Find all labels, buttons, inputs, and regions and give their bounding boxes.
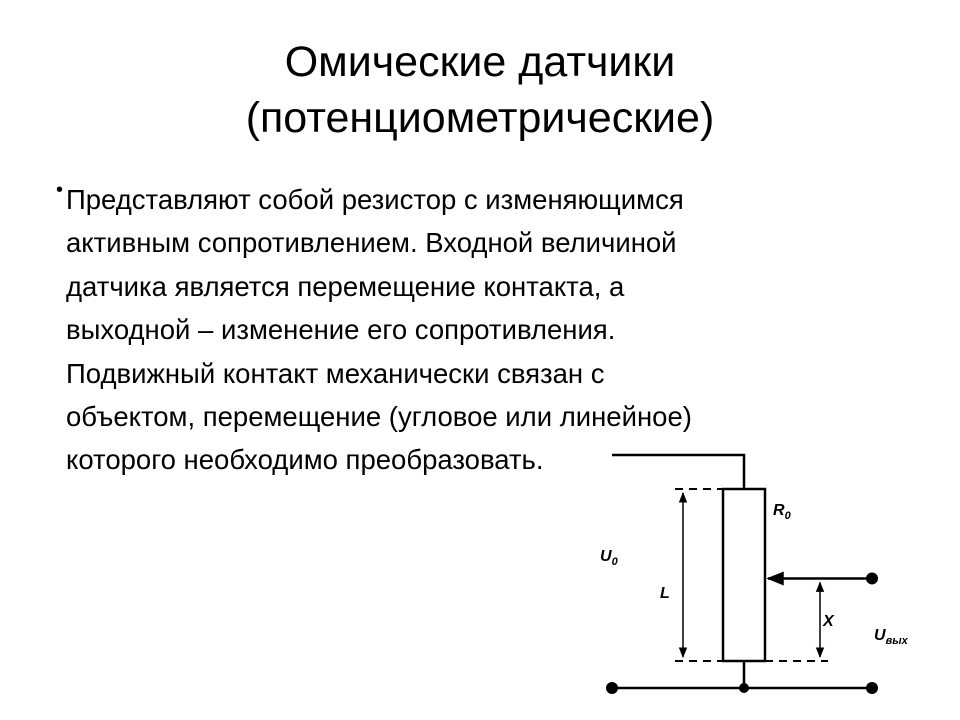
- label-r0-sub: 0: [784, 510, 791, 522]
- slide-title: [0, 34, 960, 146]
- label-u0-sub: 0: [611, 556, 618, 568]
- label-u0: [600, 548, 619, 568]
- title-line-1: Омические датчики: [284, 38, 676, 86]
- label-u0-main: U: [600, 548, 612, 565]
- label-r0-main: R: [773, 502, 785, 519]
- bullet-item: [56, 178, 856, 482]
- title-line-2: (потенциометрические): [245, 94, 715, 142]
- top-wire: [612, 455, 744, 489]
- junction-bottom: [739, 683, 749, 693]
- bullet-text-line-7: которого необходимо преобразовать.: [66, 444, 544, 476]
- terminal-wiper: [866, 572, 878, 584]
- bullet-text-line-6: объектом, перемещение (угловое или линейное): [66, 401, 692, 433]
- bullet-text: [66, 178, 856, 482]
- label-uout: [874, 627, 909, 647]
- bullet-marker: •: [56, 179, 64, 201]
- terminal-bottom-right: [866, 682, 878, 694]
- label-x: X: [823, 613, 834, 630]
- bullet-text-line-5: Подвижный контакт механически связан с: [66, 357, 605, 389]
- potentiometer-circuit-diagram: [580, 440, 940, 720]
- bullet-text-line-1: Представляют собой резистор с изменяющимся: [66, 184, 684, 215]
- label-uout-sub: вых: [885, 635, 908, 647]
- bullet-text-line-2: активным сопротивлением. Входной величиной: [66, 227, 677, 259]
- bullet-text-line-4: выходной – изменение его сопротивления.: [66, 314, 616, 346]
- label-uout-main: U: [874, 627, 886, 644]
- resistor-body: [723, 489, 765, 661]
- bullet-text-line-3: датчика является перемещение контакта, а: [66, 270, 625, 302]
- terminal-bottom-left: [606, 682, 618, 694]
- slide-body: [56, 178, 856, 482]
- label-l: L: [660, 585, 670, 602]
- label-r0: [773, 502, 792, 522]
